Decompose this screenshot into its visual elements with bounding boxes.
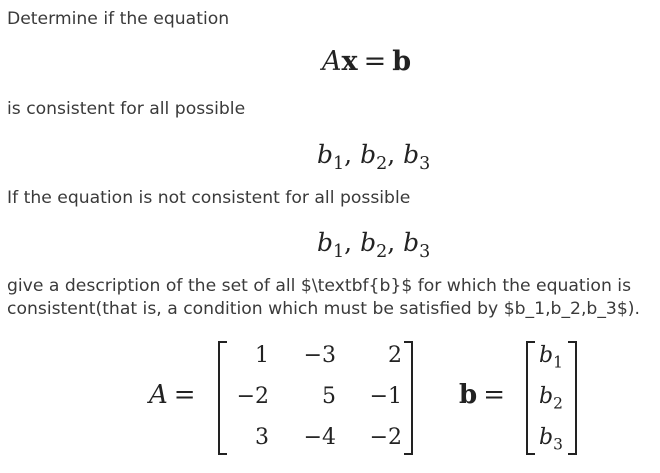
variables-list-2: $b_1$, $b_2$, $b_3$ — [317, 228, 431, 263]
vector-entry-b2: $b_2$ — [539, 384, 563, 413]
not-consistent-text: If the equation is not consistent for all possible — [7, 188, 411, 208]
vector-left-bracket — [526, 341, 535, 455]
matrix-cell: −2 — [369, 425, 402, 450]
matrix-cell: −1 — [369, 384, 402, 409]
matrix-cell: 5 — [322, 384, 336, 409]
var-b1: $b_1$ — [317, 228, 345, 263]
matrix-a-label: A = — [149, 380, 196, 410]
matrix-cell: −2 — [236, 384, 269, 409]
var-b3: $b_3$ — [403, 140, 431, 175]
vector-entry-b1: $b_1$ — [539, 343, 563, 372]
consistency-text: is consistent for all possible — [7, 99, 246, 119]
equals-sign: = — [363, 46, 387, 77]
vector-x-symbol: x — [341, 46, 358, 77]
equation-ax-equals-b — [322, 46, 411, 77]
var-b3: $b_3$ — [403, 228, 431, 263]
matrix-left-bracket — [218, 341, 227, 455]
vector-right-bracket — [568, 341, 577, 455]
matrix-cell: 1 — [255, 343, 269, 368]
var-b2: $b_2$ — [360, 140, 388, 175]
description-text-line1: give a description of the set of all $\textbf{b}$ for which the equation is — [7, 276, 632, 296]
variables-list-1: $b_1$, $b_2$, $b_3$ — [317, 140, 431, 175]
vector-b-label: b = — [459, 380, 505, 410]
intro-text: Determine if the equation — [7, 9, 230, 29]
matrix-cell: 3 — [255, 425, 269, 450]
matrix-right-bracket — [404, 341, 413, 455]
description-text-line2: consistent(that is, a condition which must be satisfied by $b_1,b_2,b_3$). — [7, 299, 640, 319]
var-b2: $b_2$ — [360, 228, 388, 263]
vector-b-symbol: b — [392, 46, 412, 77]
matrix-cell: −3 — [303, 343, 336, 368]
matrix-cell: 2 — [388, 343, 402, 368]
var-b1: $b_1$ — [317, 140, 345, 175]
vector-entry-b3: $b_3$ — [539, 425, 563, 454]
matrix-cell: −4 — [303, 425, 336, 450]
matrix-a-symbol: A — [322, 46, 342, 77]
